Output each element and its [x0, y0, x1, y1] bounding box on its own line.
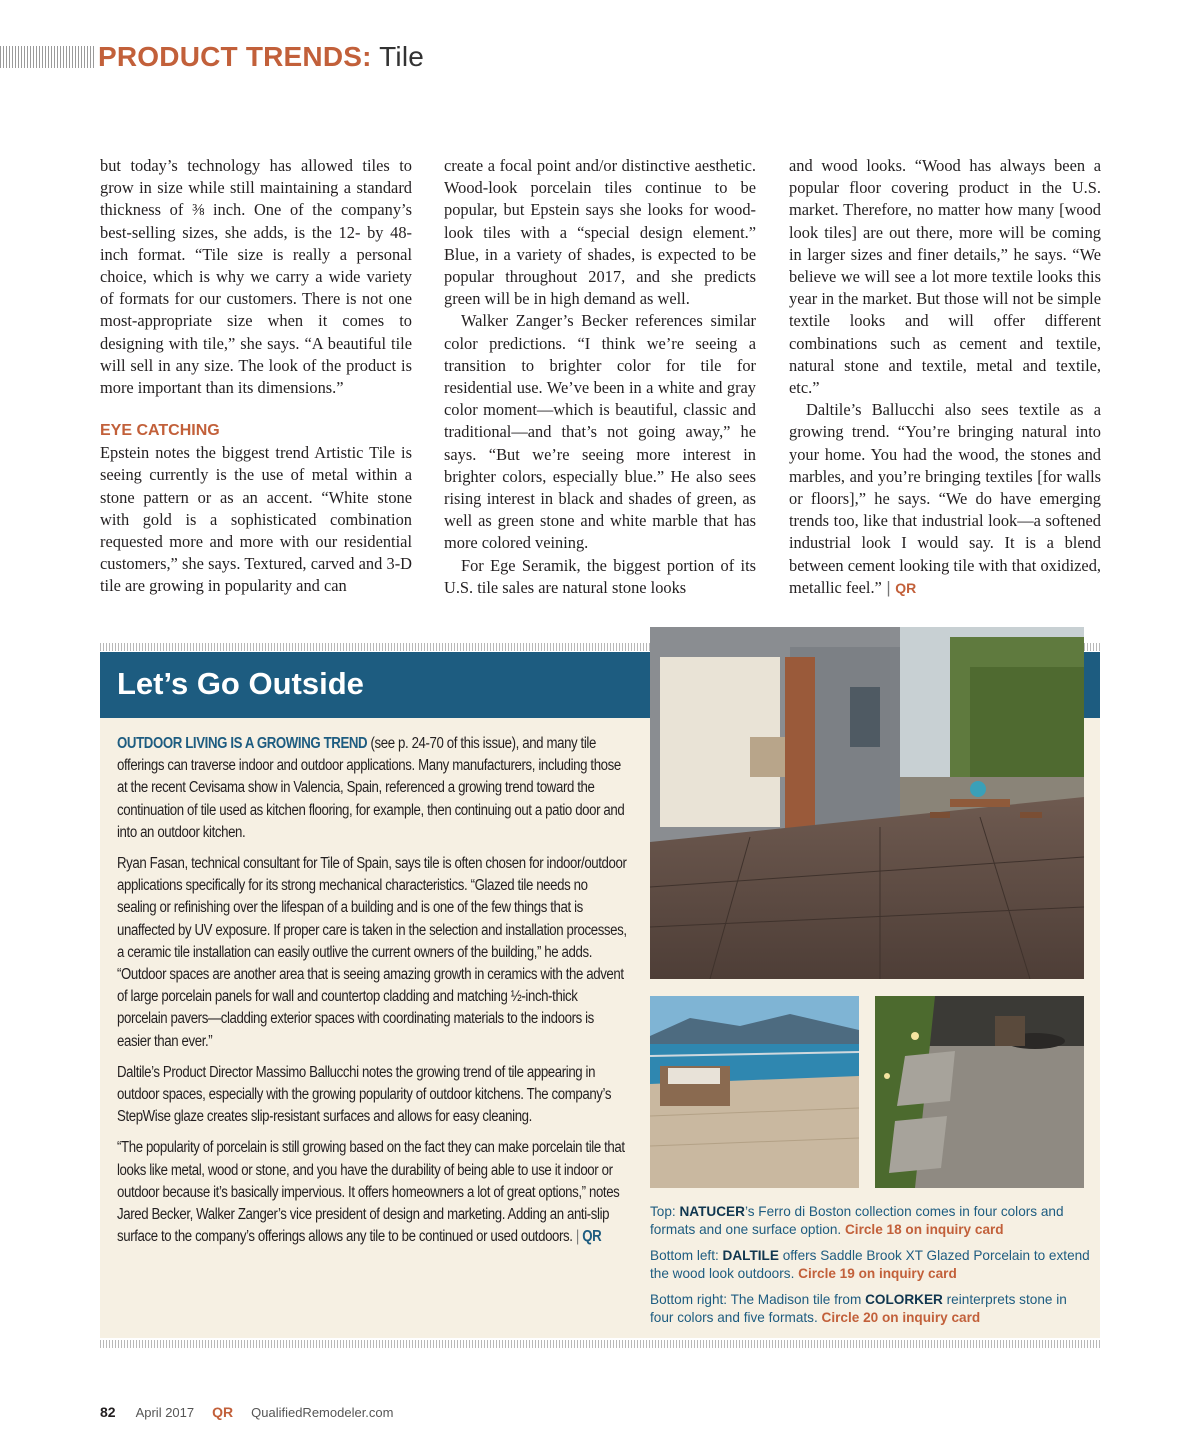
paragraph [789, 399, 1101, 599]
end-mark-qr: QR [582, 1228, 602, 1246]
sidebar-paragraph: Daltile’s Product Director Massimo Ballucchi notes the growing trend of tile appearing in outdoor spaces, especially with the growing popularity of outdoor kitchens. The company’s StepWise glaze creates slip-resistant surfaces and allows for easy cleaning. [117, 1063, 612, 1126]
article-column-1 [100, 155, 412, 598]
caption-text: reinterprets stone in four colors and five formats. [650, 1292, 1067, 1325]
page-header [0, 40, 424, 74]
caption-text: ’s Ferro di Boston collection comes in four colors and formats and one surface option. [650, 1204, 1064, 1237]
paragraph: and wood looks. “Wood has always been a popular floor covering product in the U.S. market. Therefore, no matter how many [wood look tiles] are out there, more will be coming in larger sizes and finer details,” he says. “We believe we will see a lot more textile looks this year in the market. But those will not be simple textile looks and will offer different combinations such as cement and textile, natural stone and textile, metal and textile, etc.” [789, 156, 1101, 398]
issue-date: April 2017 [135, 1405, 195, 1420]
sidebar-paragraph [117, 1137, 629, 1248]
paragraph: create a focal point and/or distinctive aesthetic. Wood-look porcelain tiles continue to be popular, but Epstein says she looks for wood-look tiles with a “special design element.” Blue, in a variety of shades, is expected to be popular throughout 2017, and she predicts green will be in high demand as well. [444, 156, 756, 309]
caption-text: offers Saddle Brook XT Glazed Porcelain to extend the wood look outdoors. [650, 1248, 1090, 1281]
sidebar-bottom-rule [100, 1340, 1100, 1348]
end-separator: | [572, 1228, 583, 1246]
sidebar-body [117, 733, 629, 1257]
photo-daltile-deck [650, 996, 859, 1188]
caption-inquiry: Circle 18 on inquiry card [844, 1222, 1004, 1237]
article-column-3 [789, 155, 1101, 599]
caption-prefix: Top: [650, 1204, 680, 1219]
sidebar-paragraph: Ryan Fasan, technical consultant for Tile of Spain, says tile is often chosen for indoor/outdoor applications specifically for its strong mechanical characteristics. “Glazed tile needs no sealing or refinishing over the lifespan of a building and is one of the few things that is unaffected by UV exposure. If proper care is taken in the selection and installation processes, a ceramic tile installation can easily outlive the current owners of the building,” he adds. “Outdoor spaces are another area that is seeing amazing growth in ceramics with the advent of large porcelain panels for wall and countertop cladding and matching ½-inch-thick porcelain pavers—cladding exterior spaces with coordinating materials to the indoors is easier than ever.” [117, 855, 627, 1050]
subheading-eye-catching: EYE CATCHING [100, 422, 220, 440]
paragraph: Walker Zanger’s Becker references similar color predictions. “I think we’re seeing a transition to brighter color for tile for residential use. We’ve been in a white and gray color moment—which is beautiful, classic and traditional—and that’s not going away,” he says. “But we’re seeing more interest in brighter colors, especially blue.” He also sees rising interest in black and shades of green, as well as green stone and white marble that has more colored veining. [444, 311, 756, 553]
end-mark-qr: QR [895, 579, 917, 596]
caption-bottom-left [650, 1247, 1090, 1283]
sidebar-paragraph-text: “The popularity of porcelain is still growing based on the fact they can make porcelain tile that looks like metal, wood or stone, and you have the durability of being able to use it indoor or outdoor because it’s basically impervious. It offers homeowners a lot of great options,” notes Jared Becker, Walker Zanger’s vice president of design and marketing. Adding an anti-slip surface to the company’s offerings allows any tile to be continued or used outdoors. [117, 1139, 625, 1246]
paragraph: For Ege Seramik, the biggest portion of its U.S. tile sales are natural stone looks [444, 555, 756, 597]
section-title-strong: PRODUCT TRENDS: [98, 41, 372, 72]
footer-qr-logo: QR [212, 1404, 234, 1420]
caption-brand: COLORKER [865, 1292, 943, 1307]
photo-colorker-garden [875, 996, 1084, 1188]
sidebar-paragraph [117, 733, 629, 844]
sidebar-paragraph-text: (see p. 24-70 of this issue), and many tile offerings can traverse indoor and outdoor applications. Many manufacturers, including those at the recent Cevisama show in Valencia, Spain, referenced a growing trend toward the continuation of tile used as kitchen flooring, for example, then continuing out a patio door and into an outdoor kitchen. [117, 735, 625, 841]
header-decoration [0, 46, 96, 68]
caption-brand: DALTILE [722, 1248, 779, 1263]
caption-prefix: Bottom left: [650, 1248, 723, 1263]
caption-top [650, 1203, 1090, 1239]
section-title-topic: Tile [371, 41, 425, 72]
photo-captions [650, 1203, 1090, 1335]
paragraph: but today’s technology has allowed tiles to grow in size while still maintaining a standard thickness of ⅜ inch. One of the company’s best-selling sizes, she adds, is the 12- by 48-inch format. “Tile size is really a personal choice, which is why we carry a wide variety of formats for our customers. There is not one most-appropriate size when it comes to designing with tile,” she says. “A beautiful tile will sell in any size. The look of the product is more important than its dimensions.” [100, 156, 412, 398]
end-separator: | [881, 578, 896, 597]
caption-prefix: Bottom right: The Madison tile from [650, 1292, 866, 1307]
paragraph: Epstein notes the biggest trend Artistic Tile is seeing currently is the use of metal within a stone pattern or as an accent. “White stone with gold is a sophisticated combination requested more and more with our residential customers,” she says. Textured, carved and 3-D tile are growing in popularity and can [100, 443, 412, 596]
article-column-2 [444, 155, 756, 599]
page-footer [100, 1404, 393, 1420]
sidebar-lead-in: OUTDOOR LIVING IS A GROWING TREND [117, 735, 368, 752]
section-title [98, 41, 424, 73]
page-number: 82 [100, 1404, 116, 1420]
caption-bottom-right [650, 1291, 1090, 1327]
caption-inquiry: Circle 20 on inquiry card [821, 1310, 981, 1325]
photo-natucer-patio [650, 627, 1084, 979]
paragraph-text: Daltile’s Ballucchi also sees textile as a growing trend. “You’re bringing natural into your home. You had the wood, the stones and marbles, and you’re bringing textiles [for walls or floors],” he says. “We do have emerging trends too, like that industrial look—a softened industrial look I would say. It is a blend between cement looking tile with that oxidized, metallic feel.” [789, 400, 1101, 597]
sidebar-title: Let’s Go Outside [117, 666, 364, 701]
caption-brand: NATUCER [679, 1204, 745, 1219]
website-url: QualifiedRemodeler.com [251, 1405, 394, 1420]
caption-inquiry: Circle 19 on inquiry card [798, 1266, 957, 1281]
